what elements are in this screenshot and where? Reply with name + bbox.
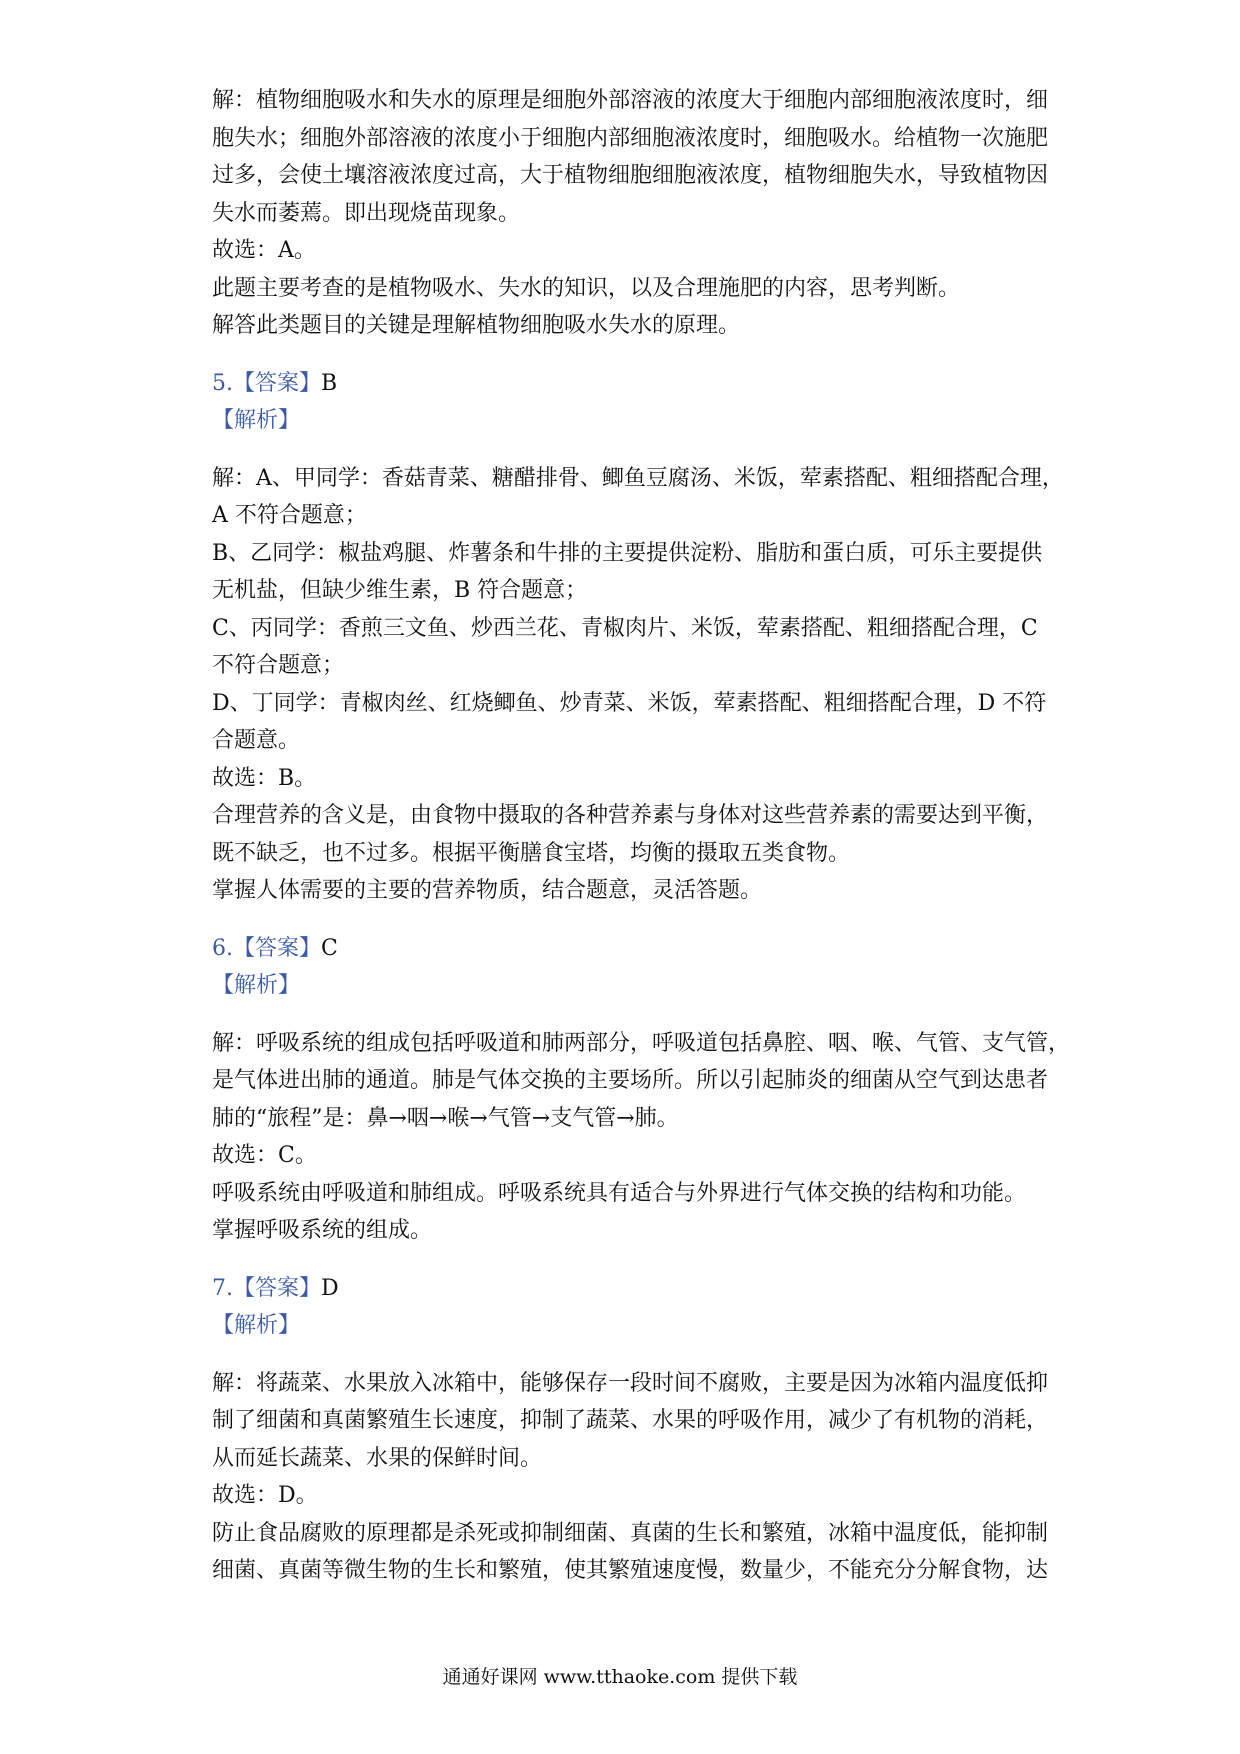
- text-line: 防止食品腐败的原理都是杀死或抑制细菌、真菌的生长和繁殖，冰箱中温度低，能抑制: [212, 1520, 1049, 1546]
- text-line: 解：呼吸系统的组成包括呼吸道和肺两部分，呼吸道包括鼻腔、咽、喉、气管、支气管，: [212, 1030, 1071, 1056]
- text-line: 解：A、甲同学：香菇青菜、糖醋排骨、鲫鱼豆腐汤、米饭，荤素搭配、粗细搭配合理，: [212, 465, 1064, 491]
- text-line: 解：植物细胞吸水和失水的原理是细胞外部溶液的浓度大于细胞内部细胞液浓度时，细: [212, 88, 1049, 113]
- question-number: 7.: [212, 1275, 233, 1301]
- text-line: 胞失水；细胞外部溶液的浓度小于细胞内部细胞液浓度时，细胞吸水。给植物一次施肥: [212, 125, 1049, 151]
- analysis-tag: 【解析】: [212, 408, 301, 433]
- text-line: 过多，会使土壤溶液浓度过高，大于植物细胞细胞液浓度，植物细胞失水，导致植物因: [212, 163, 1049, 188]
- text-line: 合题意。: [212, 728, 301, 753]
- question-7-section: [212, 1270, 1054, 1590]
- text-line: 此题主要考查的是植物吸水、失水的知识，以及合理施肥的内容，思考判断。: [212, 275, 961, 301]
- text-line: 从而延长蔬菜、水果的保鲜时间。: [212, 1445, 543, 1471]
- text-line: 合理营养的含义是，由食物中摄取的各种营养素与身体对这些营养素的需要达到平衡，: [212, 803, 1049, 828]
- question-number: 5.: [212, 370, 233, 396]
- text-line: 制了细菌和真菌繁殖生长速度，抑制了蔬菜、水果的呼吸作用，减少了有机物的消耗，: [212, 1408, 1049, 1433]
- intro-block: [212, 82, 1054, 345]
- text-line: 是气体进出肺的通道。肺是气体交换的主要场所。所以引起肺炎的细菌从空气到达患者: [212, 1068, 1049, 1093]
- answer-value: B: [321, 370, 338, 396]
- text-line: 既不缺乏，也不过多。根据平衡膳食宝塔，均衡的摄取五类食物。: [212, 840, 851, 866]
- text-line: 故选：A。: [212, 238, 316, 263]
- text-line: C、丙同学：香煎三文鱼、炒西兰花、青椒肉片、米饭，荤素搭配、粗细搭配合理，C: [212, 615, 1038, 641]
- page-footer: 通通好课网 www.tthaoke.com 提供下载: [442, 1666, 798, 1688]
- analysis-tag: 【解析】: [212, 1313, 301, 1338]
- analysis-tag: 【解析】: [212, 973, 301, 998]
- text-line: 细菌、真菌等微生物的生长和繁殖，使其繁殖速度慢，数量少，不能充分分解食物，达: [212, 1558, 1049, 1583]
- text-line: 故选：B。: [212, 765, 317, 791]
- question-5-section: [212, 365, 1064, 910]
- text-line: 故选：C。: [212, 1143, 317, 1168]
- answer-line: [212, 1270, 1054, 1308]
- text-line: 不符合题意；: [212, 653, 345, 678]
- text-line: 掌握呼吸系统的组成。: [212, 1218, 433, 1243]
- text-line: 故选：D。: [212, 1483, 318, 1508]
- text-line: 解：将蔬菜、水果放入冰箱中，能够保存一段时间不腐败，主要是因为冰箱内温度低抑: [212, 1370, 1049, 1396]
- answer-line: [212, 930, 1054, 968]
- text-line: 呼吸系统由呼吸道和肺组成。呼吸系统具有适合与外界进行气体交换的结构和功能。: [212, 1180, 1027, 1206]
- text-line: 解答此类题目的关键是理解植物细胞吸水失水的原理。: [212, 313, 741, 338]
- text-line: D、丁同学：青椒肉丝、红烧鲫鱼、炒青菜、米饭，荤素搭配、粗细搭配合理，D 不符: [212, 690, 1047, 716]
- text-line: 失水而萎蔫。即出现烧苗现象。: [212, 200, 521, 226]
- answer-value: C: [321, 935, 338, 961]
- text-line: 肺的“旅程”是：鼻→咽→喉→气管→支气管→肺。: [212, 1105, 679, 1131]
- question-number: 6.: [212, 935, 233, 961]
- answer-line: [212, 365, 1054, 403]
- text-line: B、乙同学：椒盐鸡腿、炸薯条和牛排的主要提供淀粉、脂肪和蛋白质，可乐主要提供: [212, 540, 1043, 566]
- text-line: A 不符合题意；: [212, 503, 367, 528]
- answer-value: D: [321, 1275, 339, 1301]
- text-line: 掌握人体需要的主要的营养物质，结合题意，灵活答题。: [212, 878, 763, 903]
- question-6-section: [212, 930, 1071, 1250]
- answer-tag: 【答案】: [233, 935, 322, 961]
- text-line: 无机盐，但缺少维生素，B 符合题意；: [212, 578, 588, 603]
- answer-tag: 【答案】: [233, 370, 322, 396]
- page-content: [212, 82, 1071, 1590]
- answer-tag: 【答案】: [233, 1275, 322, 1301]
